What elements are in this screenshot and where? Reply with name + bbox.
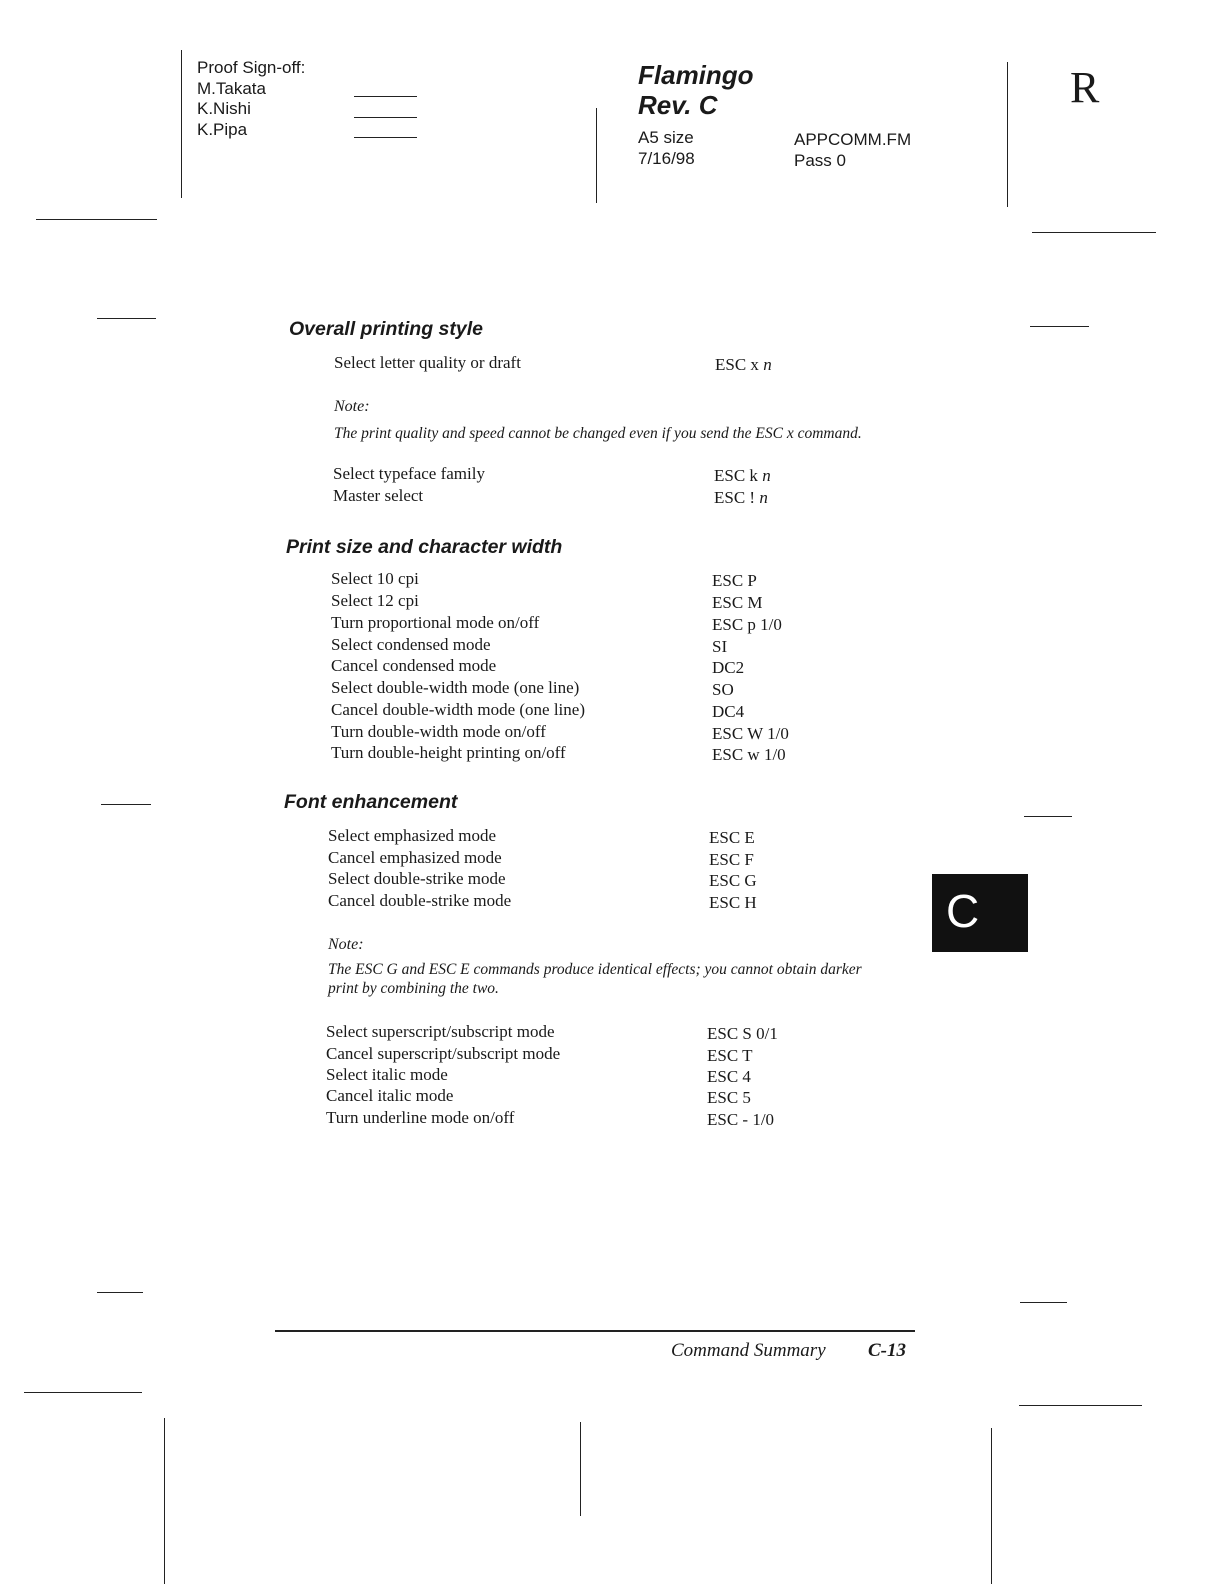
doc-file: APPCOMM.FM xyxy=(794,130,912,149)
doc-size: A5 size xyxy=(638,128,694,147)
note-line: The ESC G and ESC E commands produce identical effects; you cannot obtain darker xyxy=(328,961,862,978)
command-label: Master select xyxy=(333,486,424,505)
command-arg: n xyxy=(763,355,772,374)
doc-title-line1: Flamingo xyxy=(638,60,754,90)
doc-title xyxy=(638,60,754,120)
command-label: Turn double-width mode on/off xyxy=(331,722,546,741)
command-label: Select double-strike mode xyxy=(328,869,506,888)
command-label: Select 10 cpi xyxy=(331,569,419,588)
chapter-thumb-tab xyxy=(932,874,1028,952)
signature-line xyxy=(354,96,417,97)
command-code: ESC x n xyxy=(715,355,772,374)
command-code: ESC 5 xyxy=(707,1088,751,1107)
command-label: Cancel italic mode xyxy=(326,1086,454,1105)
proof-name: M.Takata xyxy=(197,78,266,98)
crop-line xyxy=(97,1292,143,1293)
section-heading: Font enhancement xyxy=(284,791,458,813)
crop-line xyxy=(580,1422,581,1516)
command-code: ESC G xyxy=(709,871,757,890)
crop-line xyxy=(596,108,597,203)
crop-line xyxy=(1007,62,1008,207)
crop-line xyxy=(1019,1405,1142,1406)
crop-line xyxy=(991,1428,992,1584)
command-code: ESC ! n xyxy=(714,488,768,507)
proof-name: K.Pipa xyxy=(197,119,248,139)
crop-line xyxy=(1020,1302,1067,1303)
command-code: ESC P xyxy=(712,571,757,590)
command-label: Cancel double-width mode (one line) xyxy=(331,700,585,719)
command-code: ESC - 1/0 xyxy=(707,1110,775,1129)
command-code: ESC T xyxy=(707,1046,753,1065)
command-code: ESC 4 xyxy=(707,1067,751,1086)
command-label: Select 12 cpi xyxy=(331,591,419,610)
command-code: DC2 xyxy=(712,658,745,677)
chapter-letter: C xyxy=(946,885,980,937)
crop-line xyxy=(101,804,151,805)
doc-date: 7/16/98 xyxy=(638,149,695,168)
command-code: ESC H xyxy=(709,893,757,912)
command-code: SO xyxy=(712,680,734,699)
crop-line xyxy=(1030,326,1089,327)
note-heading: Note: xyxy=(334,398,370,415)
crop-line xyxy=(24,1392,142,1393)
command-code: SI xyxy=(712,637,728,656)
signature-line xyxy=(354,137,417,138)
command-code: ESC M xyxy=(712,593,763,612)
section-heading: Print size and character width xyxy=(286,536,563,558)
note-heading: Note: xyxy=(328,936,364,953)
command-label: Select typeface family xyxy=(333,464,485,483)
command-label: Turn underline mode on/off xyxy=(326,1108,515,1127)
crop-line xyxy=(1032,232,1156,233)
command-label: Select double-width mode (one line) xyxy=(331,678,580,697)
command-label: Cancel emphasized mode xyxy=(328,848,502,867)
footer-page-number: C-13 xyxy=(868,1340,906,1361)
command-code: ESC S 0/1 xyxy=(707,1024,778,1043)
command-label: Cancel condensed mode xyxy=(331,656,497,675)
crop-line xyxy=(1024,816,1072,817)
command-label: Cancel double-strike mode xyxy=(328,891,512,910)
proof-signoff xyxy=(197,58,305,140)
command-code: ESC F xyxy=(709,850,754,869)
crop-line xyxy=(181,50,182,198)
note-line: print by combining the two. xyxy=(328,980,499,997)
command-label: Cancel superscript/subscript mode xyxy=(326,1044,561,1063)
command-arg: n xyxy=(762,466,771,485)
command-label: Select letter quality or draft xyxy=(334,353,521,372)
doc-pass: Pass 0 xyxy=(794,151,846,170)
command-label: Select italic mode xyxy=(326,1065,448,1084)
command-label: Select superscript/subscript mode xyxy=(326,1022,555,1041)
command-arg: n xyxy=(759,488,768,507)
proof-heading: Proof Sign-off: xyxy=(197,58,306,77)
crop-line xyxy=(36,219,157,220)
signature-line xyxy=(354,117,417,118)
command-code: ESC w 1/0 xyxy=(712,745,786,764)
command-code: ESC W 1/0 xyxy=(712,724,789,743)
command-code: ESC k n xyxy=(714,466,771,485)
proof-name: K.Nishi xyxy=(197,99,251,118)
section-heading: Overall printing style xyxy=(289,318,483,340)
footer-section-title: Command Summary xyxy=(671,1340,826,1361)
command-label: Turn proportional mode on/off xyxy=(331,613,540,632)
note-text: The print quality and speed cannot be changed even if you send the ESC x command. xyxy=(334,425,862,442)
footer-rule xyxy=(275,1330,915,1332)
note-text xyxy=(328,960,862,998)
command-code: ESC E xyxy=(709,828,755,847)
command-label: Turn double-height printing on/off xyxy=(331,743,566,762)
command-code: ESC p 1/0 xyxy=(712,615,782,634)
command-label: Select condensed mode xyxy=(331,635,491,654)
doc-title-line2: Rev. C xyxy=(638,90,718,120)
command-code: DC4 xyxy=(712,702,745,721)
registration-mark: R xyxy=(1070,63,1100,112)
crop-line xyxy=(164,1418,165,1584)
command-label: Select emphasized mode xyxy=(328,826,497,845)
crop-line xyxy=(97,318,156,319)
